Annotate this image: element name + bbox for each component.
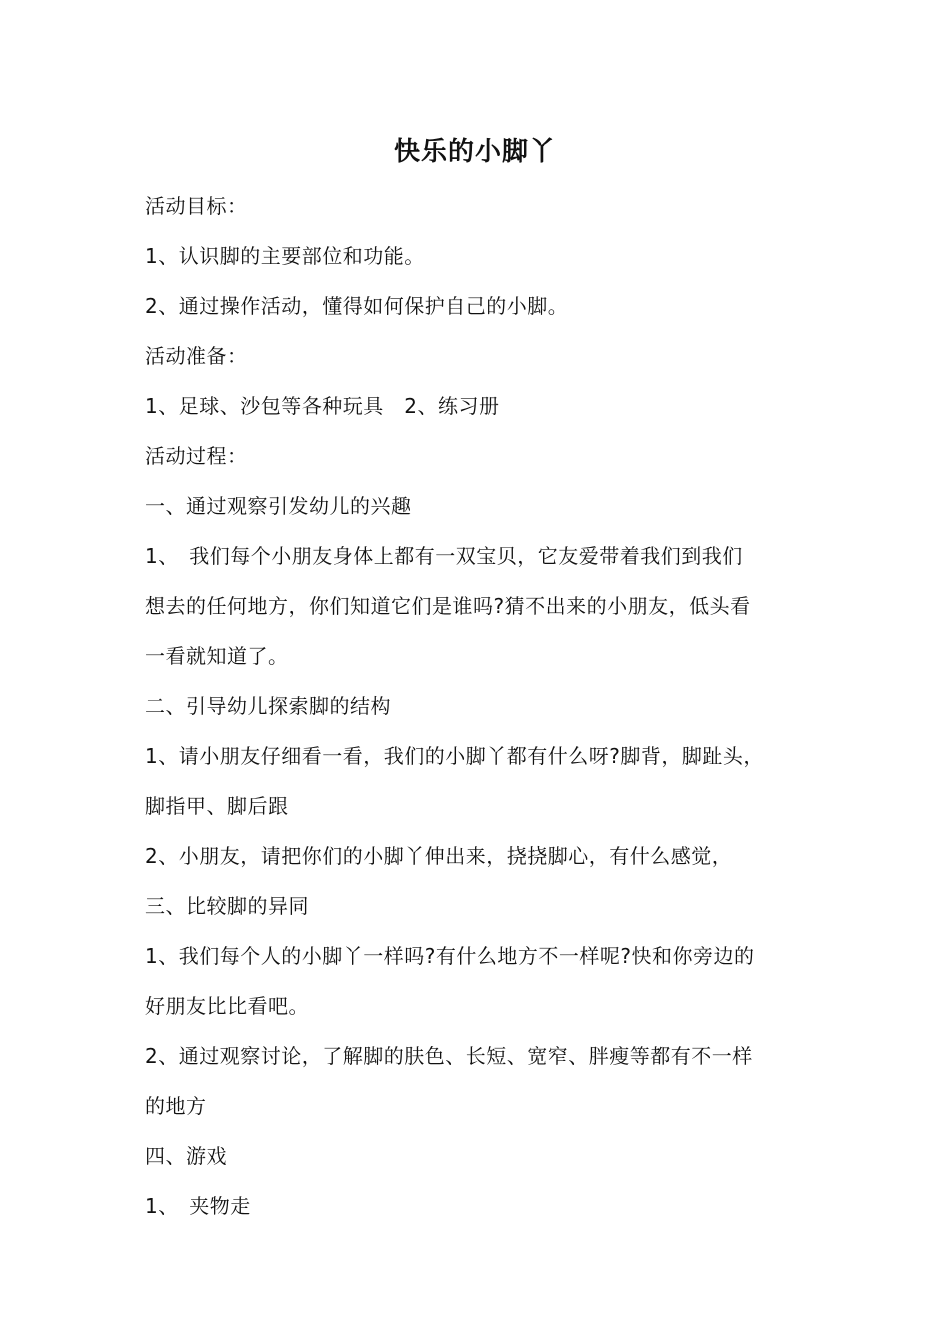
document-body (145, 181, 830, 1231)
text-line: 2、通过观察讨论，了解脚的肤色、长短、宽窄、胖瘦等都有不一样 (145, 1044, 753, 1068)
text-line: 1、我们每个人的小脚丫一样吗?有什么地方不一样呢?快和你旁边的 (145, 944, 755, 968)
text-line: 想去的任何地方，你们知道它们是谁吗?猜不出来的小朋友，低头看 (145, 594, 751, 618)
text-line: 1、认识脚的主要部位和功能。 (145, 244, 425, 268)
text-line: 一看就知道了。 (145, 644, 289, 668)
text-line: 1、足球、沙包等各种玩具 2、练习册 (145, 394, 500, 418)
text-line: 的地方 (145, 1094, 207, 1118)
text-line: 1、 夹物走 (145, 1194, 251, 1218)
text-line: 活动准备： (145, 344, 248, 368)
text-line: 活动过程： (145, 444, 248, 468)
document-title: 快乐的小脚丫 (393, 137, 556, 167)
text-line: 脚指甲、脚后跟 (145, 794, 289, 818)
text-line: 一、通过观察引发幼儿的兴趣 (145, 494, 412, 518)
text-line: 1、 我们每个小朋友身体上都有一双宝贝，它友爱带着我们到我们 (145, 544, 743, 568)
text-line: 好朋友比比看吧。 (145, 994, 309, 1018)
text-line: 1、请小朋友仔细看一看，我们的小脚丫都有什么呀?脚背，脚趾头， (145, 744, 764, 768)
text-line: 二、引导幼儿探索脚的结构 (145, 694, 391, 718)
text-line: 2、小朋友，请把你们的小脚丫伸出来，挠挠脚心，有什么感觉， (145, 844, 733, 868)
text-line: 2、通过操作活动，懂得如何保护自己的小脚。 (145, 294, 569, 318)
text-line: 四、游戏 (145, 1144, 227, 1168)
text-line: 活动目标： (145, 194, 248, 218)
text-line: 三、比较脚的异同 (145, 894, 309, 918)
